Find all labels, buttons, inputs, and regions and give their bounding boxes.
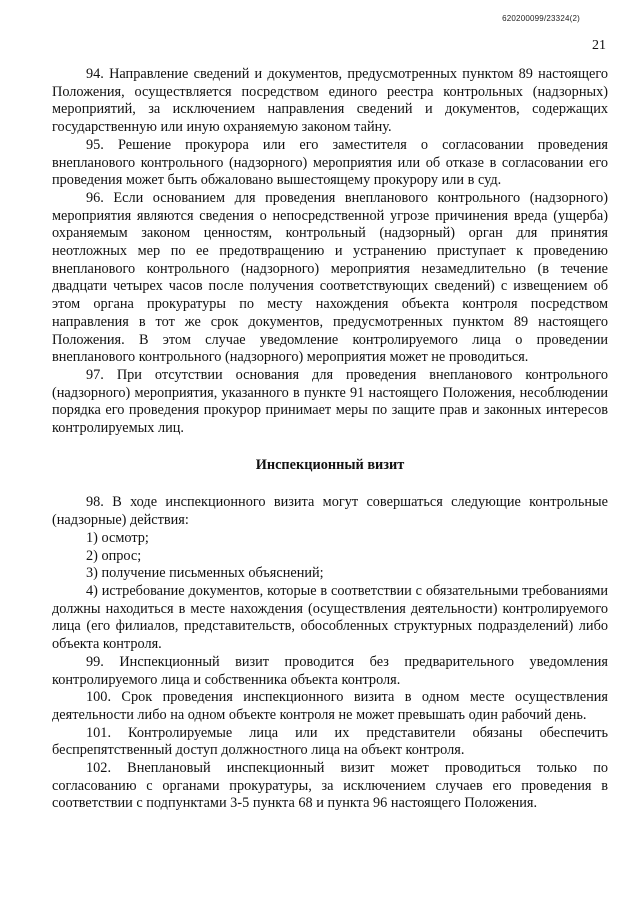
paragraph-101: 101. Контролируемые лица или их представители обязаны обеспечить беспрепятственный доступ должностного лица на объект контроля. [52,724,608,759]
paragraph-97: 97. При отсутствии основания для проведения внепланового контрольного (надзорного) мероприятия, указанного в пункте 91 настоящего Положения, несоблюдении порядка его проведения прокурор принимает меры по защите прав и законных интересов контролируемых лиц. [52,366,608,437]
list-item: 4) истребование документов, которые в соответствии с обязательными требованиями должны находиться в месте нахождения (осуществления деятельности) контролируемого лица (его филиалов, представительств, обособленных структурных подразделений) либо объекта контроля. [52,582,608,653]
paragraph-95: 95. Решение прокурора или его заместителя о согласовании проведения внепланового контрольного (надзорного) мероприятия или об отказе в согласовании его проведения может быть обжаловано вышестоящему прокурору или в суд. [52,136,608,189]
paragraph-98: 98. В ходе инспекционного визита могут совершаться следующие контрольные (надзорные) действия: [52,494,608,529]
paragraph-102: 102. Внеплановый инспекционный визит может проводиться только по согласованию с органами прокуратуры, за исключением случаев его проведения в соответствии с подпунктами 3-5 пункта 68 и пункта 96 настоящего Положения. [52,760,608,812]
page-number: 21 [592,38,606,53]
paragraph-96: 96. Если основанием для проведения внепланового контрольного (надзорного) мероприятия являются сведения о непосредственной угрозе причинения вреда (ущерба) охраняемым законом ценностям, контрольный (надзорный) орган для принятия неотложных мер по ее предотвращению и устранению приступает к проведению внепланового контрольного (надзорного) мероприятия незамедлительно (в течение двадцати четырех часов после получения соответствующих сведений) с извещением об этом органа прокуратуры по месту нахождения объекта контроля посредством направления в тот же срок документов, предусмотренных пунктом 89 настоящего Положения. В этом случае уведомление контролируемого лица о проведении внепланового контрольного (надзорного) мероприятия может не проводиться. [52,189,608,366]
list-item: 3) получение письменных объяснений; [86,565,324,582]
list-item: 1) осмотр; [86,529,149,546]
document-body [52,66,608,813]
paragraph-94: 94. Направление сведений и документов, предусмотренных пунктом 89 настоящего Положения, осуществляется посредством единого реестра контрольных (надзорных) мероприятий, за исключением направления сведений и документов, содержащих государственную или иную охраняемую законом тайну. [52,66,608,136]
list-item: 2) опрос; [86,547,142,564]
section-heading: Инспекционный визит [255,456,405,473]
paragraph-99: 99. Инспекционный визит проводится без предварительного уведомления контролируемого лица и собственника объекта контроля. [52,653,608,688]
document-code: 620200099/23324(2) [502,14,580,23]
paragraph-100: 100. Срок проведения инспекционного визита в одном месте осуществления деятельности либо на одном объекте контроля не может превышать один рабочий день. [52,689,608,723]
